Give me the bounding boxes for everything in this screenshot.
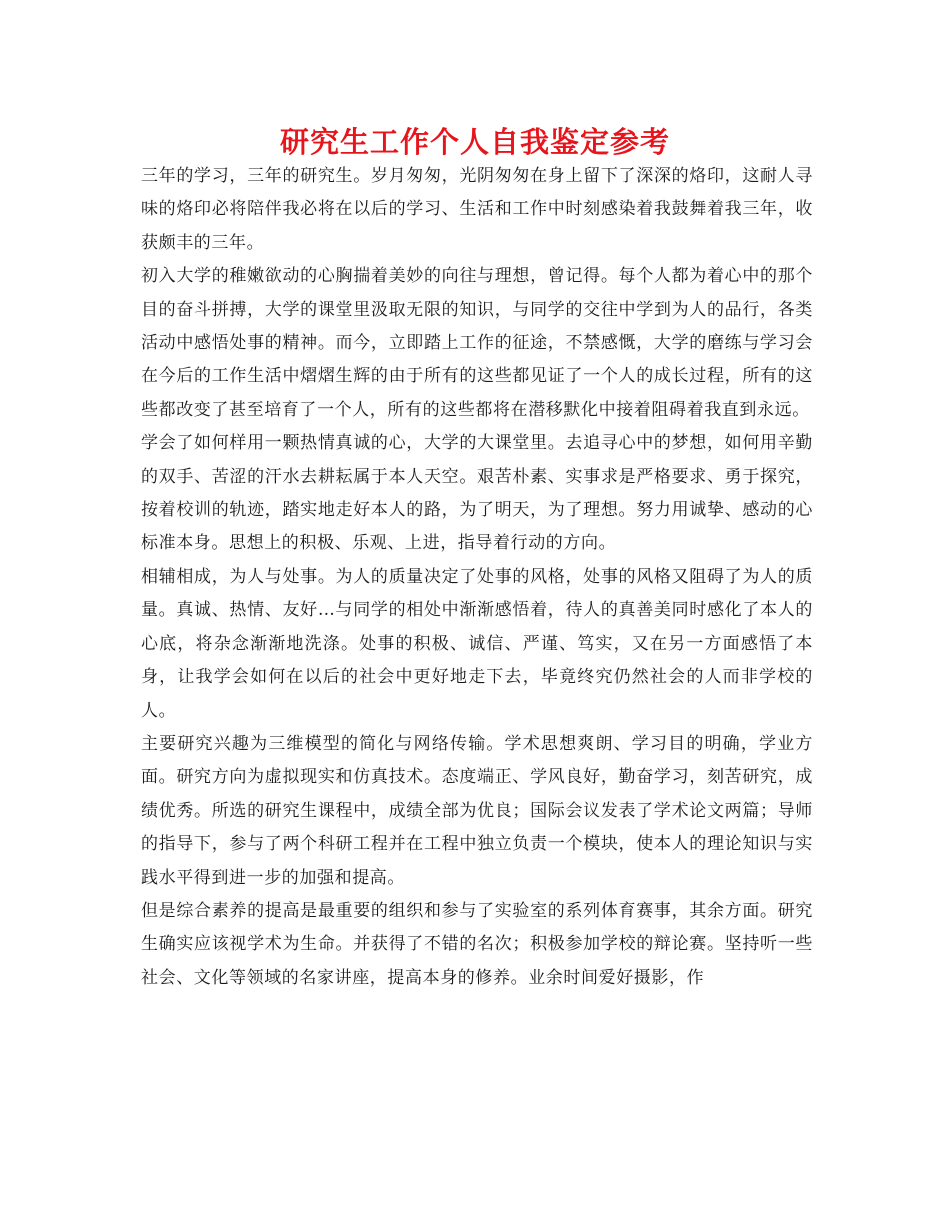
paragraph: 但是综合素养的提高是最重要的组织和参与了实验室的系列体育赛事，其余方面。研究生确实应该视学术为生命。并获得了不错的名次；积极参加学校的辩论赛。坚持听一些社会、文化等领域的名家讲座，提高本身的修养。业余时间爱好摄影，作 (141, 900, 813, 988)
paragraph: 初入大学的稚嫩欲动的心胸揣着美妙的向往与理想，曾记得。每个人都为着心中的那个目的奋斗拼搏，大学的课堂里汲取无限的知识，与同学的交往中学到为人的品行，各类活动中感悟处事的精神。而今，立即踏上工作的征途，不禁感慨，大学的磨练与学习会在今后的工作生活中熠熠生辉的由于所有的这些都见证了一个人的成长过程，所有的这些都改变了甚至培育了一个人，所有的这些都将在潜移默化中接着阻碍着我直到永远。 (141, 266, 813, 420)
paragraph: 主要研究兴趣为三维模型的简化与网络传输。学术思想爽朗、学习目的明确，学业方面。研究方向为虚拟现实和仿真技术。态度端正、学风良好，勤奋学习，刻苦研究，成绩优秀。所选的研究生课程中，成绩全部为优良；国际会议发表了学术论文两篇；导师的指导下，参与了两个科研工程并在工程中独立负责一个模块，使本人的理论知识与实践水平得到进一步的加强和提高。 (141, 733, 813, 888)
paragraph: 学会了如何样用一颗热情真诚的心，大学的大课堂里。去追寻心中的梦想，如何用辛勤的双手、苦涩的汗水去耕耘属于本人天空。艰苦朴素、实事求是严格要求、勇于探究，按着校训的轨迹，踏实地走好本人的路，为了明天，为了理想。努力用诚挚、感动的心标准本身。思想上的积极、乐观、上进，指导着行动的方向。 (141, 433, 813, 554)
document-title: 研究生工作个人自我鉴定参考 (279, 125, 670, 159)
paragraph: 三年的学习，三年的研究生。岁月匆匆，光阴匆匆在身上留下了深深的烙印，这耐人寻味的烙印必将陪伴我必将在以后的学习、生活和工作中时刻感染着我鼓舞着我三年，收获颇丰的三年。 (141, 166, 813, 253)
paragraph: 相辅相成，为人与处事。为人的质量决定了处事的风格，处事的风格又阻碍了为人的质量。真诚、热情、友好…与同学的相处中渐渐感悟着，待人的真善美同时感化了本人的心底，将杂念渐渐地洗涤。处事的积极、诚信、严谨、笃实，又在另一方面感悟了本身，让我学会如何在以后的社会中更好地走下去，毕竟终究仍然社会的人而非学校的人。 (141, 566, 813, 721)
document-body (141, 160, 813, 995)
